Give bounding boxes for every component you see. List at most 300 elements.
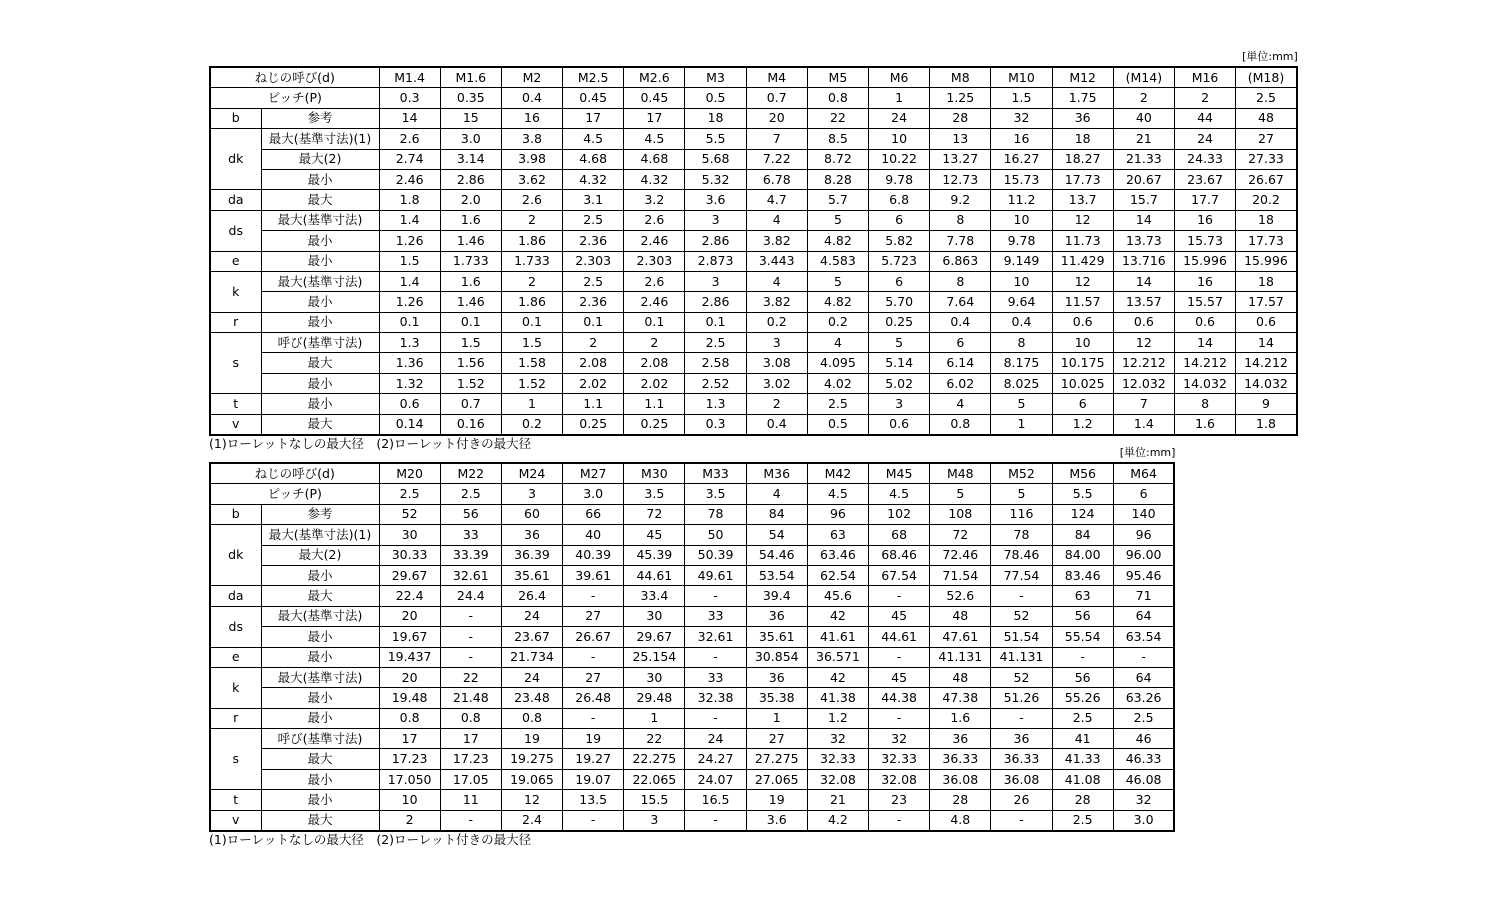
table-cell: 0.16 [440,414,501,435]
table-cell: 12 [501,790,562,810]
table-cell: 47.61 [930,627,991,647]
table-cell: 19.67 [379,627,440,647]
table-cell: 12 [1052,271,1113,291]
dimension-symbol: da [210,586,261,606]
table-cell: 10.175 [1052,353,1113,373]
row-label: 呼び(基準寸法) [261,333,379,353]
table-cell: 2.36 [563,231,624,251]
table-cell: 2.5 [379,484,440,504]
table-cell: 1.6 [930,708,991,728]
size-header: M4 [746,67,807,88]
table-cell: 6.863 [930,251,991,271]
table-cell: 50.39 [685,545,746,565]
table-cell: 2.5 [440,484,501,504]
table-row [210,394,1297,414]
table-cell: 72 [930,525,991,545]
table-cell: 3.8 [501,129,562,149]
table-cell: 0.8 [379,708,440,728]
table-cell: 46.33 [1113,749,1174,769]
size-header: M12 [1052,67,1113,88]
table-cell: 4 [746,271,807,291]
table-cell: 5.7 [807,190,868,210]
table-cell: 17.23 [440,749,501,769]
table-cell: 8 [930,210,991,230]
table-row [210,190,1297,210]
table-cell: 2.303 [624,251,685,271]
table-cell: 5 [930,484,991,504]
row-label: 最小 [261,688,379,708]
table-cell: 24.07 [685,769,746,789]
row-label: 呼び(基準寸法) [261,729,379,749]
table-row [210,169,1297,189]
table-cell: 8.28 [807,169,868,189]
table-cell: 1 [624,708,685,728]
table-cell: 1 [869,88,930,108]
table-cell: 1.6 [440,210,501,230]
table-cell: 6 [1113,484,1174,504]
table-cell: 4.8 [930,810,991,831]
table-cell: 13.716 [1113,251,1174,271]
table-cell: 3.08 [746,353,807,373]
row-label: 最大 [261,414,379,435]
table-cell: 18 [1236,271,1297,291]
table-cell: 15.57 [1174,292,1235,312]
table-cell: 33.39 [440,545,501,565]
table-cell: 1.26 [379,231,440,251]
table-cell: 2.74 [379,149,440,169]
table-cell: 20 [379,667,440,687]
table-cell: 1.32 [379,373,440,393]
table-cell: 11.73 [1052,231,1113,251]
table-cell: 26.4 [501,586,562,606]
table-cell: 20.67 [1113,169,1174,189]
table-cell: 26 [991,790,1052,810]
size-header: M20 [379,463,440,484]
table-cell: 78 [991,525,1052,545]
table-row [210,545,1174,565]
table-cell: 27 [746,729,807,749]
table-cell: 0.6 [379,394,440,414]
table-cell: 14.212 [1174,353,1235,373]
table-cell: 4.5 [563,129,624,149]
table-cell: 9.78 [869,169,930,189]
table-cell: 30.33 [379,545,440,565]
table-cell: 1.5 [440,333,501,353]
table-cell: 6.78 [746,169,807,189]
table-cell: 4.32 [624,169,685,189]
table-cell: 17.57 [1236,292,1297,312]
size-header: M45 [869,463,930,484]
table-cell: 2.58 [685,353,746,373]
table-cell: 14 [379,108,440,128]
table-cell: 47.38 [930,688,991,708]
table-cell: 1.4 [379,271,440,291]
table-cell: 39.61 [563,565,624,585]
table-cell: 78 [685,504,746,524]
row-label: 最大 [261,353,379,373]
unit-label: [単位:mm] [1119,446,1176,459]
table-cell: 2.52 [685,373,746,393]
table-note: (1)ローレットなしの最大径 (2)ローレット付きの最大径 [209,832,532,848]
table-cell: - [563,708,624,728]
table-cell: 0.1 [624,312,685,332]
table-cell: 24.27 [685,749,746,769]
table-row [210,88,1297,108]
table-row [210,627,1174,647]
table-cell: 3.98 [501,149,562,169]
table-cell: 17.7 [1174,190,1235,210]
table-cell: 0.7 [440,394,501,414]
table-row [210,688,1174,708]
table-cell: 22.065 [624,769,685,789]
table-cell: 36.08 [991,769,1052,789]
table-cell: - [685,708,746,728]
table-row [210,108,1297,128]
table-cell: 95.46 [1113,565,1174,585]
table-cell: 3 [869,394,930,414]
table-row [210,647,1174,667]
table-cell: 41.08 [1052,769,1113,789]
table-cell: 27.275 [746,749,807,769]
table-cell: 45 [869,606,930,626]
table-cell: 19.065 [501,769,562,789]
table-cell: 48 [930,667,991,687]
table-cell: 48 [930,606,991,626]
table-cell: 0.5 [685,88,746,108]
table-cell: 84.00 [1052,545,1113,565]
table-cell: 12 [1113,333,1174,353]
table-cell: 12 [1052,210,1113,230]
table-cell: 19 [563,729,624,749]
table-cell: 3.443 [746,251,807,271]
table-cell: 33 [685,606,746,626]
table-cell: 3 [624,810,685,831]
row-label: 最小 [261,708,379,728]
table-cell: 13.7 [1052,190,1113,210]
table-cell: 5 [807,271,868,291]
table-cell: - [869,586,930,606]
table-cell: 26.48 [563,688,624,708]
table-cell: 6.14 [930,353,991,373]
table-row [210,312,1297,332]
table-cell: 28 [930,790,991,810]
table-cell: 36.33 [930,749,991,769]
size-header: M52 [991,463,1052,484]
table-cell: 20.2 [1236,190,1297,210]
table-cell: 46.08 [1113,769,1174,789]
table-cell: 26.67 [563,627,624,647]
table-cell: 32.33 [869,749,930,769]
table-cell: 7.22 [746,149,807,169]
table-cell: 4.02 [807,373,868,393]
table-cell: 64 [1113,606,1174,626]
size-header: M48 [930,463,991,484]
table-cell: 4.5 [869,484,930,504]
table-cell: 42 [807,667,868,687]
dimension-symbol: ds [210,210,261,251]
table-row [210,708,1174,728]
table-cell: 96 [807,504,868,524]
table-row [210,231,1297,251]
table-cell: - [1052,647,1113,667]
table-cell: 62.54 [807,565,868,585]
table-cell: 8 [930,271,991,291]
table-cell: 7 [1113,394,1174,414]
table-cell: 4.82 [807,231,868,251]
table-cell: 14.032 [1174,373,1235,393]
table-cell: 66 [563,504,624,524]
table-cell: 20 [746,108,807,128]
table-cell: 32.33 [807,749,868,769]
table-cell: 6 [869,271,930,291]
table-cell: 14 [1236,333,1297,353]
table-cell: 1.8 [1236,414,1297,435]
table-cell: 14.212 [1236,353,1297,373]
table-cell: 3.82 [746,231,807,251]
table-cell: 0.8 [440,708,501,728]
table-cell: 2 [501,210,562,230]
table-cell: 14 [1174,333,1235,353]
table-cell: 3 [746,333,807,353]
dimension-symbol: t [210,790,261,810]
table-cell: 27.065 [746,769,807,789]
table-cell: 42 [807,606,868,626]
table-cell: 8.5 [807,129,868,149]
table-cell: 2.5 [563,210,624,230]
table-cell: 0.6 [1052,312,1113,332]
table-cell: 0.3 [379,88,440,108]
table-cell: 1.86 [501,292,562,312]
table-cell: 45 [869,667,930,687]
table-cell: 1.733 [501,251,562,271]
table-cell: 22.275 [624,749,685,769]
row-label: 最小 [261,169,379,189]
table-cell: 5.82 [869,231,930,251]
table-row [210,373,1297,393]
table-cell: 30 [379,525,440,545]
table-cell: 51.26 [991,688,1052,708]
table-cell: 56 [1052,606,1113,626]
table-cell: 0.6 [1113,312,1174,332]
table-cell: 9.64 [991,292,1052,312]
table-cell: 9.2 [930,190,991,210]
table-cell: 2 [1174,88,1235,108]
table-cell: 32 [807,729,868,749]
table-cell: 27 [563,606,624,626]
table-cell: 2.02 [624,373,685,393]
table-cell: 2.6 [501,190,562,210]
table-cell: 4.82 [807,292,868,312]
table-cell: 84 [1052,525,1113,545]
table-cell: 30.854 [746,647,807,667]
table-cell: 68 [869,525,930,545]
table-cell: 17 [624,108,685,128]
table-cell: 15 [440,108,501,128]
size-header: M8 [930,67,991,88]
row-label: 最大(基準寸法) [261,210,379,230]
row-label: 最大(基準寸法)(1) [261,525,379,545]
size-header: M6 [869,67,930,88]
table-cell: 2.303 [563,251,624,271]
table-cell: 2.5 [1052,810,1113,831]
table-cell: 71 [1113,586,1174,606]
table-cell: 11 [440,790,501,810]
table-cell: 16 [1174,271,1235,291]
table-cell: 17.050 [379,769,440,789]
table-row [210,484,1174,504]
table-cell: 8.175 [991,353,1052,373]
table-cell: 13 [930,129,991,149]
table-cell: 8 [1174,394,1235,414]
table-cell: 53.54 [746,565,807,585]
size-header: M2 [501,67,562,88]
table-row [210,810,1174,831]
table-cell: 27 [563,667,624,687]
table-cell: - [440,810,501,831]
table-row [210,606,1174,626]
table-cell: 96 [1113,525,1174,545]
table-cell: 1.26 [379,292,440,312]
dimension-symbol: s [210,729,261,790]
table-cell: - [991,708,1052,728]
table-cell: 36 [746,606,807,626]
table-cell: 50 [685,525,746,545]
spec-table-2 [209,462,1175,832]
table-cell: 1.86 [501,231,562,251]
table-cell: 2.4 [501,810,562,831]
table-cell: 33.4 [624,586,685,606]
size-header: M3 [685,67,746,88]
table-cell: 0.8 [930,414,991,435]
table-cell: 23.67 [501,627,562,647]
table-cell: 30 [624,606,685,626]
table-cell: - [563,647,624,667]
table-cell: 26.67 [1236,169,1297,189]
table-cell: 5 [991,484,1052,504]
table-cell: 7.64 [930,292,991,312]
table-cell: 64 [1113,667,1174,687]
table-cell: 44.61 [869,627,930,647]
table-cell: 6.8 [869,190,930,210]
table-cell: 2.08 [624,353,685,373]
dimension-symbol: v [210,810,261,831]
table-cell: 1.75 [1052,88,1113,108]
table-cell: 0.45 [624,88,685,108]
table-cell: 6.02 [930,373,991,393]
spec-table-block-2 [209,444,1175,848]
table-cell: 36.08 [930,769,991,789]
row-label: 最大 [261,749,379,769]
table-cell: 4.7 [746,190,807,210]
table-cell: 0.8 [807,88,868,108]
table-cell: 5 [807,210,868,230]
table-cell: 1.58 [501,353,562,373]
table-cell: 96.00 [1113,545,1174,565]
size-header: M24 [501,463,562,484]
table-cell: 39.4 [746,586,807,606]
dimension-symbol: ds [210,606,261,647]
table-cell: 71.54 [930,565,991,585]
table-cell: - [685,810,746,831]
table-cell: 1.52 [440,373,501,393]
table-cell: 3.5 [685,484,746,504]
row-label: 最大(基準寸法) [261,667,379,687]
table-cell: 68.46 [869,545,930,565]
table-cell: 17 [379,729,440,749]
size-header: (M18) [1236,67,1297,88]
table-cell: 55.54 [1052,627,1113,647]
table-cell: 35.61 [501,565,562,585]
table-cell: 44 [1174,108,1235,128]
table-cell: 3.5 [624,484,685,504]
table-cell: 15.5 [624,790,685,810]
table-cell: 11.429 [1052,251,1113,271]
table-cell: 45 [624,525,685,545]
table-cell: 0.6 [869,414,930,435]
table-cell: 33 [440,525,501,545]
table-row [210,251,1297,271]
table-cell: 3.0 [563,484,624,504]
table-cell: 63.26 [1113,688,1174,708]
table-cell: 2.6 [624,271,685,291]
table-cell: 83.46 [1052,565,1113,585]
table-cell: 1.5 [501,333,562,353]
table-cell: 63.46 [807,545,868,565]
table-row [210,525,1174,545]
row-label: 最小 [261,394,379,414]
row-label: 最小 [261,312,379,332]
size-header: M2.5 [563,67,624,88]
row-label: 最大(基準寸法) [261,271,379,291]
table-cell: 13.73 [1113,231,1174,251]
row-label: ピッチ(P) [210,88,379,108]
table-cell: 23.67 [1174,169,1235,189]
table-cell: 16 [501,108,562,128]
table-cell: 0.4 [501,88,562,108]
table-cell: 40 [1113,108,1174,128]
table-cell: 3.62 [501,169,562,189]
table-cell: 0.7 [746,88,807,108]
table-cell: 23.48 [501,688,562,708]
table-cell: 36 [746,667,807,687]
table-cell: 0.2 [501,414,562,435]
table-cell: 15.73 [1174,231,1235,251]
table-cell: 32.38 [685,688,746,708]
table-cell: 6 [1052,394,1113,414]
table-cell: 1.25 [930,88,991,108]
table-cell: 16.27 [991,149,1052,169]
table-cell: 36 [930,729,991,749]
table-cell: 32.61 [440,565,501,585]
table-cell: 19.27 [563,749,624,769]
row-label: 最小 [261,790,379,810]
row-label: 最大 [261,190,379,210]
table-cell: 1 [501,394,562,414]
table-cell: 0.45 [563,88,624,108]
unit-label: [単位:mm] [1242,50,1298,63]
table-cell: 21.48 [440,688,501,708]
table-cell: 5.5 [685,129,746,149]
table-cell: 1.4 [379,210,440,230]
table-cell: 15.996 [1174,251,1235,271]
size-header: M1.6 [440,67,501,88]
row-label: ピッチ(P) [210,484,379,504]
table-cell: 41.38 [807,688,868,708]
table-cell: 0.4 [930,312,991,332]
table-cell: 63.54 [1113,627,1174,647]
row-label: 最小 [261,565,379,585]
table-cell: 21 [807,790,868,810]
